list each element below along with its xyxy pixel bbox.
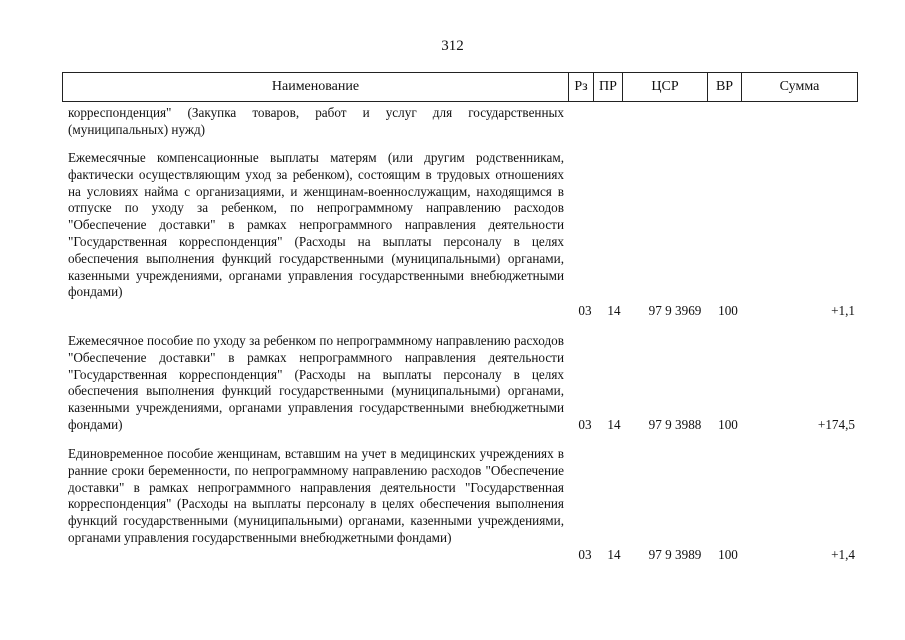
- column-header-csr: ЦСР: [623, 73, 708, 101]
- row-pr: 14: [607, 547, 621, 562]
- row-rz: 03: [578, 547, 592, 562]
- continuation-text: корреспонденция" (Закупка товаров, работ и услуг для государственных (муниципальных) нужд): [68, 105, 564, 137]
- column-header-sum: Сумма: [779, 79, 820, 94]
- row-vr: 100: [718, 417, 738, 432]
- row-vr: 100: [718, 547, 738, 562]
- row-pr: 14: [607, 417, 621, 432]
- row-name: Ежемесячные компенсационные выплаты матерям (или другим родственникам, фактически осуществляющим уход за ребенком), состоящим в трудовых отношениях на условиях найма с организациями, и женщинам-военнослужащим, находящимся в отпуске по уходу за ребенком, по непрограммному направлению расходов "Обеспечение доставки" в рамках непрограммного направления деятельности "Государственная корреспонденция" (Расходы на выплаты персоналу в целях обеспечения выполнения функций государственными (муниципальными) органами, казенными учреждениями, органами управления государственными внебюджетными фондами): [68, 150, 564, 300]
- column-header-pr: ПР: [594, 73, 623, 101]
- row-rz: 03: [578, 417, 592, 432]
- table-header: [62, 72, 858, 102]
- row-vr: 100: [718, 303, 738, 318]
- row-name: Ежемесячное пособие по уходу за ребенком по непрограммному направлению расходов "Обеспечение доставки" в рамках непрограммного направления деятельности "Государственная корреспонденция" (Расходы на выплаты персоналу в целях обеспечения выполнения функций государственными (муниципальными) органами, казенными учреждениями, органами управления государственными внебюджетными фондами): [68, 333, 564, 432]
- row-csr: 97 9 3988: [648, 417, 702, 432]
- row-csr: 97 9 3969: [648, 303, 702, 318]
- row-sum: +1,1: [831, 303, 855, 318]
- row-sum: +1,4: [831, 547, 855, 562]
- column-header-rz: Рз: [569, 73, 594, 101]
- row-name: Единовременное пособие женщинам, вставшим на учет в медицинских учреждениях в ранние сроки беременности, по непрограммному направлению расходов "Обеспечение доставки" в рамках непрограммного направления деятельности "Государственная корреспонденция" (Расходы на выплаты персоналу в целях обеспечения выполнения функций государственными (муниципальными) органами, казенными учреждениями, органами управления государственными внебюджетными фондами): [68, 446, 564, 545]
- row-sum: +174,5: [817, 417, 855, 432]
- row-rz: 03: [578, 303, 592, 318]
- column-header-name: Наименование: [63, 73, 569, 101]
- column-header-vr: ВР: [708, 73, 742, 101]
- row-csr: 97 9 3989: [648, 547, 702, 562]
- row-pr: 14: [607, 303, 621, 318]
- page-number: 312: [441, 38, 464, 54]
